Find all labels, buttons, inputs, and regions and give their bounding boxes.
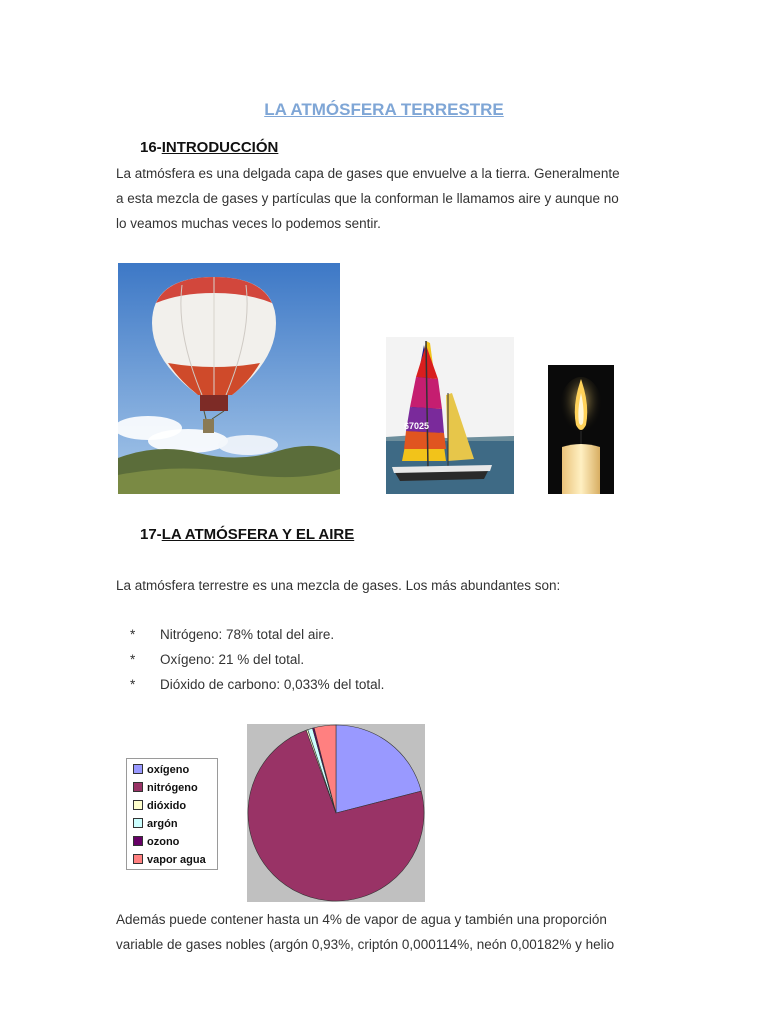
bullet-text: Oxígeno: 21 % del total. xyxy=(160,652,305,667)
legend-label: argón xyxy=(147,818,178,830)
legend-label: vapor agua xyxy=(147,854,206,866)
legend-label: dióxido xyxy=(147,800,187,812)
legend-swatch xyxy=(133,836,143,846)
intro-paragraph xyxy=(116,161,656,236)
bullet-marker: * xyxy=(130,677,136,692)
section-heading-atmosfera-aire xyxy=(140,526,354,543)
legend-item xyxy=(133,816,178,832)
legend-swatch xyxy=(133,764,143,774)
hot-air-balloon-image xyxy=(118,263,340,494)
legend-swatch xyxy=(133,818,143,828)
legend-swatch xyxy=(133,782,143,792)
bullet-marker: * xyxy=(130,652,136,667)
candle-image xyxy=(548,365,614,494)
section-number: 17- xyxy=(140,526,162,543)
closing-line: variable de gases nobles (argón 0,93%, criptón 0,000114%, neón 0,00182% y helio xyxy=(116,937,615,952)
pie-chart xyxy=(247,724,425,902)
bullet-text: Dióxido de carbono: 0,033% del total. xyxy=(160,677,385,692)
page-title: LA ATMÓSFERA TERRESTRE xyxy=(264,100,504,119)
legend-label: ozono xyxy=(147,836,180,848)
sailboat-image xyxy=(386,337,514,494)
intro-line: a esta mezcla de gases y partículas que la conforman le llamamos aire y aunque no xyxy=(116,191,619,206)
bullet-marker: * xyxy=(130,627,136,642)
closing-line: Además puede contener hasta un 4% de vapor de agua y también una proporción xyxy=(116,912,607,927)
section-title: INTRODUCCIÓN xyxy=(161,139,279,156)
legend-label: nitrógeno xyxy=(147,782,198,794)
legend-item xyxy=(133,780,198,796)
bullet-text: Nitrógeno: 78% total del aire. xyxy=(160,627,335,642)
intro-line: lo veamos muchas veces lo podemos sentir. xyxy=(116,216,381,231)
legend-item xyxy=(133,798,186,814)
chart-legend xyxy=(126,758,218,870)
gases-intro: La atmósfera terrestre es una mezcla de gases. Los más abundantes son: xyxy=(116,578,561,593)
pie-chart-svg xyxy=(247,724,425,902)
closing-paragraph xyxy=(116,907,656,957)
legend-label: oxígeno xyxy=(147,764,190,776)
legend-item xyxy=(133,852,206,868)
intro-line: La atmósfera es una delgada capa de gases que envuelve a la tierra. Generalmente xyxy=(116,166,620,181)
section-heading-introduccion xyxy=(140,139,278,156)
sail-number: 67025 xyxy=(404,421,430,431)
legend-swatch xyxy=(133,854,143,864)
legend-item xyxy=(133,834,179,850)
legend-swatch xyxy=(133,800,143,810)
section-number: 16- xyxy=(140,139,162,156)
legend-item xyxy=(133,762,189,778)
section-title: LA ATMÓSFERA Y EL AIRE xyxy=(161,526,355,543)
